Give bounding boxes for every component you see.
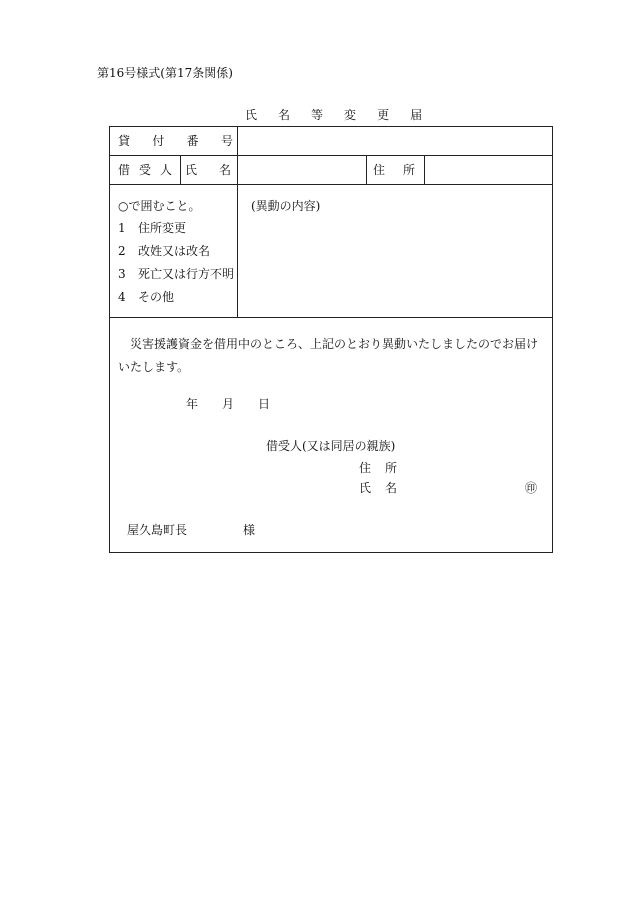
- option-text: 改姓又は改名: [138, 244, 211, 258]
- address-label: [373, 164, 415, 176]
- year-label: 年: [186, 397, 199, 411]
- label-char: 住: [359, 461, 372, 475]
- signature-name-label: [359, 482, 397, 494]
- circle-instruction: ○で囲むこと。: [118, 199, 201, 213]
- title-char: 氏: [245, 108, 259, 122]
- column-divider: [366, 155, 367, 184]
- label-char: 番: [186, 134, 199, 148]
- label-char: 氏: [359, 481, 372, 495]
- option-number: 2: [118, 244, 126, 258]
- column-divider: [237, 126, 238, 317]
- change-content-label: (異動の内容): [251, 199, 321, 213]
- label-char: 付: [152, 134, 165, 148]
- label-char: 人: [159, 163, 172, 177]
- row-divider: [109, 184, 553, 185]
- label-char: 氏: [185, 163, 198, 177]
- row-divider: [109, 155, 553, 156]
- option-item: [118, 268, 234, 280]
- month-label: 月: [222, 397, 235, 411]
- option-text: その他: [138, 290, 175, 304]
- option-number: 4: [118, 290, 126, 304]
- label-char: 受: [138, 163, 151, 177]
- title-char: 名: [278, 108, 292, 122]
- option-number: 3: [118, 267, 126, 281]
- signature-address-label: [359, 462, 397, 474]
- column-divider: [424, 155, 425, 184]
- honorific: 様: [243, 523, 256, 537]
- option-item: [118, 222, 186, 234]
- name-label: [185, 164, 231, 176]
- recipient: 屋久島町長: [127, 523, 188, 537]
- column-divider: [180, 155, 181, 184]
- title-char: 変: [344, 108, 358, 122]
- label-char: 名: [218, 163, 231, 177]
- date-line: [186, 398, 270, 410]
- label-char: 借: [118, 163, 131, 177]
- title-char: 等: [311, 108, 325, 122]
- option-number: 1: [118, 221, 126, 235]
- row-divider: [109, 317, 553, 318]
- label-char: 名: [384, 481, 397, 495]
- seal-mark: ㊞: [525, 481, 538, 495]
- loan-number-label: [118, 135, 233, 147]
- title-char: 更: [377, 108, 391, 122]
- form-title: [245, 109, 423, 121]
- label-char: 所: [402, 163, 415, 177]
- option-item: [118, 245, 210, 257]
- label-char: 所: [384, 461, 397, 475]
- form-number: 第16号様式(第17条関係): [97, 66, 233, 80]
- borrower-label: [118, 164, 172, 176]
- label-char: 住: [373, 163, 386, 177]
- statement-text: 災害援護資金を借用中のところ、上記のとおり異動いたしましたのでお届けいたします。: [118, 337, 539, 374]
- option-text: 住所変更: [138, 221, 187, 235]
- label-char: 貸: [118, 134, 131, 148]
- title-char: 届: [410, 108, 424, 122]
- day-label: 日: [258, 397, 271, 411]
- option-text: 死亡又は行方不明: [138, 267, 235, 281]
- option-item: [118, 291, 174, 303]
- label-char: 号: [220, 134, 233, 148]
- applicant-label: 借受人(又は同居の親族): [266, 439, 396, 453]
